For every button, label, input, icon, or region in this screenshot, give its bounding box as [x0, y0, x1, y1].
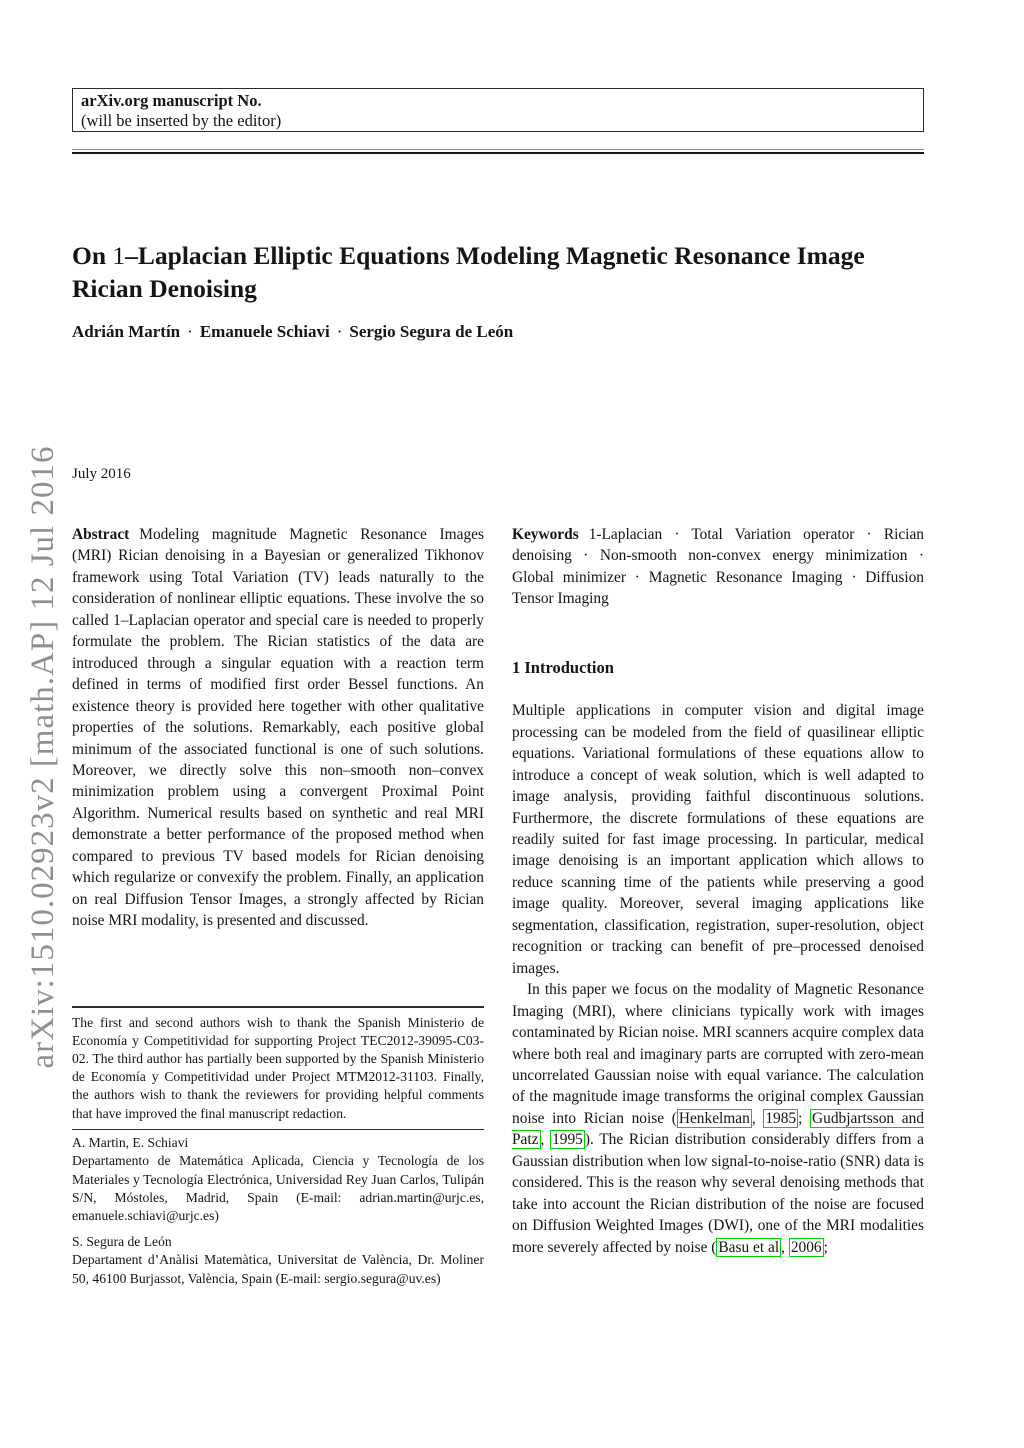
keywords-label: Keywords [512, 526, 579, 543]
section-heading-introduction: 1 Introduction [512, 657, 614, 677]
address-2-names: S. Segura de León [72, 1234, 172, 1250]
address-2-affiliation: Departament d’Anàlisi Matemàtica, Universitat de València, Dr. Moliner 50, 46100 Burjassot, València, Spain (E-mail: sergio.segura@uv.es) [72, 1252, 484, 1286]
date-line: July 2016 [72, 466, 131, 482]
header-rule-thin [72, 149, 924, 150]
header-rule-thick [72, 152, 924, 155]
address-1-names: A. Martin, E. Schiavi [72, 1135, 189, 1151]
intro-p2-text: ). The Rician distribution considerably differs from a Gaussian distribution when low signal-to-noise-ratio (SNR) data is considered. This is the reason why several denoising methods that take into account the Rician distribution of the noise are focused on Diffusion Weighted Images (DWI), one of the MRI modalities more severely affected by noise ( [512, 1131, 924, 1256]
title-math-one: 1 [112, 241, 126, 271]
authors-line [72, 322, 924, 342]
address-block-1 [72, 1134, 484, 1225]
author-3: Sergio Segura de León [349, 322, 514, 341]
keywords-paragraph [512, 524, 924, 610]
keywords-text: 1-Laplacian · Total Variation operator · Rician denoising · Non-smooth non-convex energy minimization · Global minimizer · Magnetic Resonance Imaging · Diffusion Tensor Imaging [512, 526, 924, 608]
paper-title [72, 239, 932, 305]
intro-paragraph-1: Multiple applications in computer vision and digital image processing can be modeled from the field of quasilinear elliptic equations. Variational formulations of these equations allow to introduce a concept of weak solution, which is well adapted to image analysis, providing faithful discontinuous solutions. Furthermore, the discrete formulations of these equations are readily suited for fast image processing. In particular, medical image denoising is an important application which allows to reduce scanning time of the patients while preserving a good image quality. Moreover, several imaging applications like segmentation, classification, registration, super-resolution, object recognition or tracking can benefit of pre–processed denoised images. [512, 702, 924, 977]
title-post: –Laplacian Elliptic Equations Modeling Magnetic Resonance Image Rician Denoising [72, 241, 865, 304]
editor-note-line: (will be inserted by the editor) [81, 111, 282, 130]
citation-link-1995[interactable]: 1995 [552, 1131, 583, 1149]
intro-p2-text: ; [823, 1238, 828, 1256]
citation-link-basu[interactable]: Basu et al [718, 1238, 780, 1256]
address-rule [72, 1129, 484, 1131]
footnote-area [72, 1006, 484, 1288]
intro-p2-text: ; [798, 1109, 811, 1127]
address-1-affiliation: Departamento de Matemática Aplicada, Ciencia y Tecnología de los Materiales y Tecnología Electrónica, Universidad Rey Juan Carlos, Tulipán S/N, Móstoles, Madrid, Spain (E-mail: adrian.martin@urjc.es, emanuele.schiavi@urjc.es) [72, 1153, 484, 1224]
title-pre: On [72, 241, 113, 271]
left-column [72, 524, 484, 932]
citation-link-2006[interactable]: 2006 [790, 1238, 822, 1256]
intro-paragraph-2 [512, 979, 924, 1258]
author-separator: · [336, 322, 343, 341]
manuscript-no-line: arXiv.org manuscript No. [81, 91, 262, 110]
manuscript-no-box [72, 88, 924, 132]
citation-link-1985[interactable]: 1985 [765, 1109, 797, 1127]
footnote-rule [72, 1006, 484, 1008]
right-column [512, 524, 924, 1258]
address-block-2 [72, 1233, 484, 1288]
abstract-text: Modeling magnitude Magnetic Resonance Images (MRI) Rician denoising in a Bayesian or generalized Tikhonov framework using Total Variation (TV) leads naturally to the consideration of nonlinear elliptic equations. These involve the so called 1–Laplacian operator and special care is needed to properly formulate the problem. The Rician statistics of the data are introduced through a singular equation with a reaction term defined in terms of modified first order Bessel functions. An existence theory is provided here together with other qualitative properties of the solutions. Remarkably, each positive global minimum of the associated functional is one of such solutions. Moreover, we directly solve this non–smooth non–convex minimization problem using a convergent Proximal Point Algorithm. Numerical results based on synthetic and real MRI demonstrate a better performance of the proposed method when compared to previous TV based models for Rician denoising which regularize or convexify the problem. Finally, an application on real Diffusion Tensor Images, a strongly affected by Rician noise MRI modality, is presented and discussed. [72, 526, 484, 930]
intro-p2-text: , [781, 1238, 789, 1256]
intro-p2-text: In this paper we focus on the modality of Magnetic Resonance Imaging (MRI), where clinicians typically work with images contaminated by Rician noise. MRI scanners acquire complex data where both real and imaginary parts are corrupted with zero-mean uncorrelated Gaussian noise with equal variance. The calculation of the magnitude image transforms the original complex Gaussian noise into Rician noise ( [512, 981, 924, 1127]
citation-link-gudbjartsson-patz[interactable]: Gudbjartsson and Patz [512, 1109, 925, 1149]
intro-p2-text: , [751, 1109, 764, 1127]
author-2: Emanuele Schiavi [199, 322, 330, 341]
citation-link-henkelman[interactable]: Henkelman [678, 1109, 750, 1127]
acknowledgment-footnote: The first and second authors wish to thank the Spanish Ministerio de Economía y Competitividad for supporting Project TEC2012-39095-C03-02. The third author has partially been supported by the Spanish Ministerio de Economía y Competitividad under Project MTM2012-31103. Finally, the authors wish to thank the reviewers for providing helpful comments that have improved the final manuscript redaction. [72, 1014, 484, 1121]
author-separator: · [187, 322, 193, 341]
author-1: Adrián Martín [72, 322, 181, 341]
abstract-label: Abstract [72, 526, 130, 543]
abstract-paragraph [72, 524, 484, 932]
arxiv-id-watermark: arXiv:1510.02923v2 [math.AP] 12 Jul 2016 [25, 445, 61, 1069]
intro-p2-text: , [540, 1131, 551, 1149]
